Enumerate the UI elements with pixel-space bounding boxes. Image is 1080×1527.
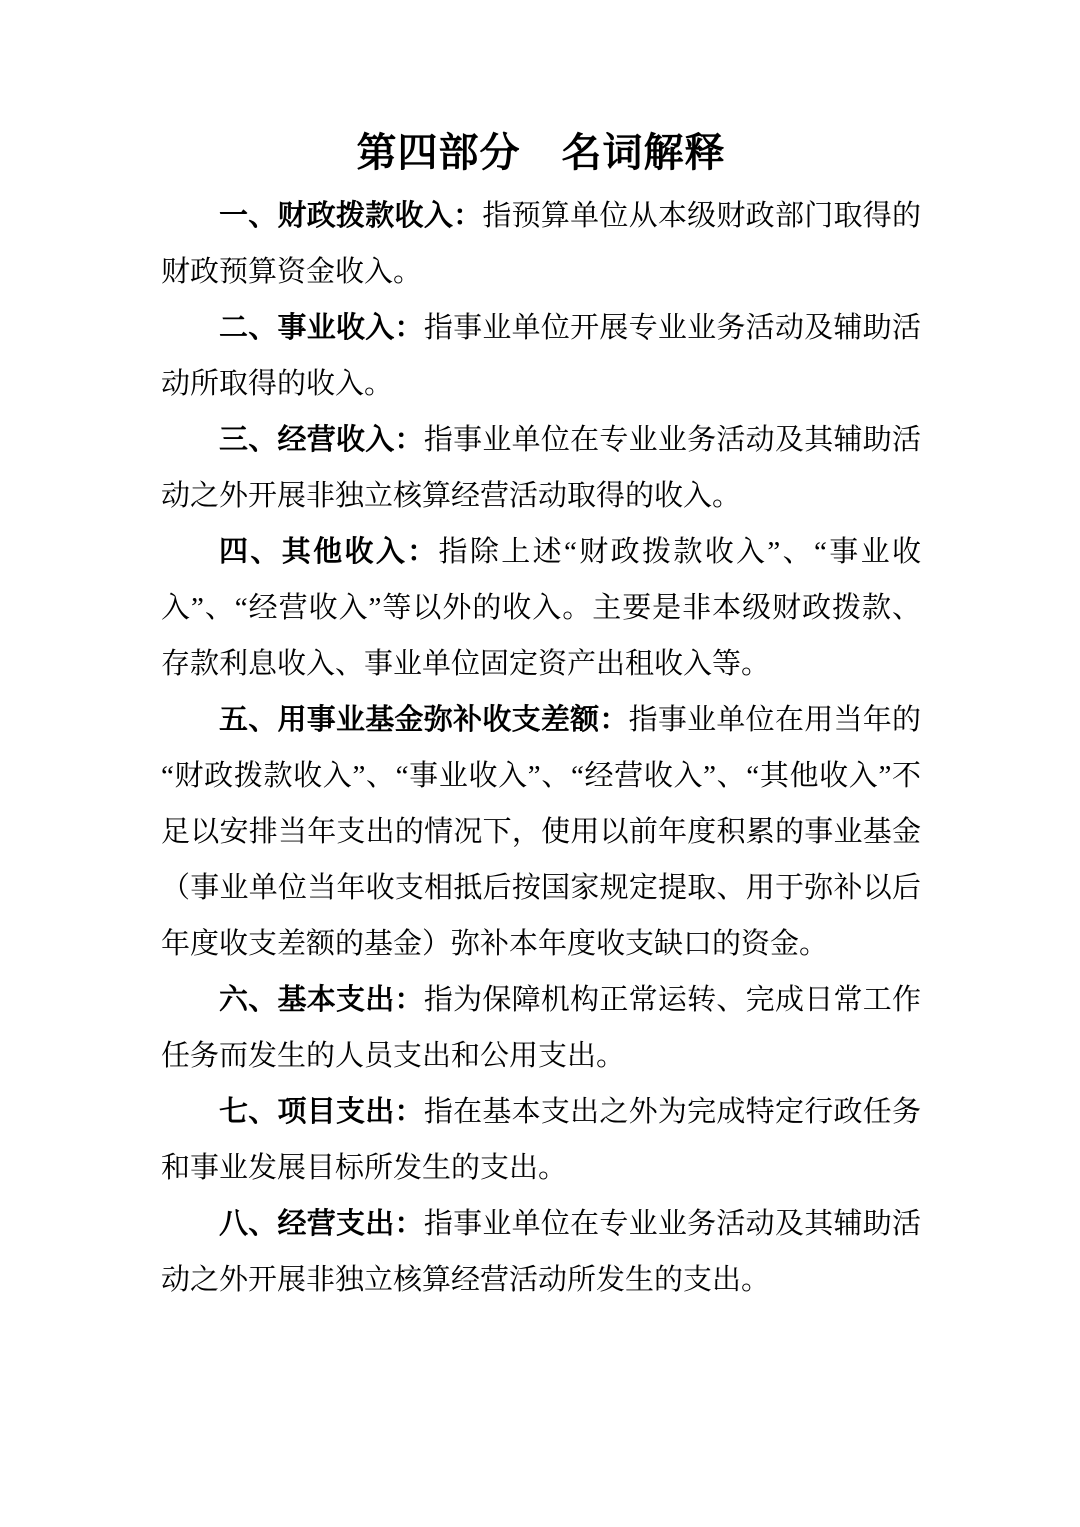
definition-term-2: 二、事业收入：: [219, 312, 424, 344]
definition-text-6: 指为保障机构正常运转、完成日常工作任务而发生的人员支出和公用支出。: [161, 984, 921, 1072]
definition-paragraph-5: [161, 692, 921, 972]
definition-term-5: 五、用事业基金弥补收支差额：: [219, 704, 629, 736]
definition-paragraph-3: [161, 412, 921, 524]
definition-paragraph-6: [161, 972, 921, 1084]
page-title: 第四部分 名词解释: [356, 131, 726, 175]
definition-text-1: 指预算单位从本级财政部门取得的财政预算资金收入。: [161, 200, 921, 288]
definition-term-8: 八、经营支出：: [219, 1208, 424, 1240]
definition-text-2: 指事业单位开展专业业务活动及辅助活动所取得的收入。: [161, 312, 921, 400]
definition-text-8: 指事业单位在专业业务活动及其辅助活动之外开展非独立核算经营活动所发生的支出。: [161, 1208, 921, 1296]
definition-text-3: 指事业单位在专业业务活动及其辅助活动之外开展非独立核算经营活动取得的收入。: [161, 424, 921, 512]
definition-term-7: 七、项目支出：: [219, 1096, 424, 1128]
definition-term-3: 三、经营收入：: [219, 424, 424, 456]
definition-text-7: 指在基本支出之外为完成特定行政任务和事业发展目标所发生的支出。: [161, 1096, 921, 1184]
definition-paragraph-4: [161, 524, 921, 692]
definition-term-1: 一、财政拨款收入：: [219, 200, 483, 232]
definition-term-4: 四、其他收入：: [219, 536, 439, 568]
document-content: [161, 0, 921, 1308]
definition-term-6: 六、基本支出：: [219, 984, 424, 1016]
definition-paragraph-7: [161, 1084, 921, 1196]
definition-paragraph-8: [161, 1196, 921, 1308]
definition-text-5: 指事业单位在用当年的“财政拨款收入”、“事业收入”、“经营收入”、“其他收入”不足以安排当年支出的情况下，使用以前年度积累的事业基金（事业单位当年收支相抵后按国家规定提取、用于弥补以后年度收支差额的基金）弥补本年度收支缺口的资金。: [161, 704, 921, 960]
definition-paragraph-2: [161, 300, 921, 412]
definition-paragraph-1: [161, 188, 921, 300]
definition-text-4: 指除上述“财政拨款收入”、“事业收入”、“经营收入”等以外的收入。主要是非本级财政拨款、存款利息收入、事业单位固定资产出租收入等。: [161, 536, 921, 680]
